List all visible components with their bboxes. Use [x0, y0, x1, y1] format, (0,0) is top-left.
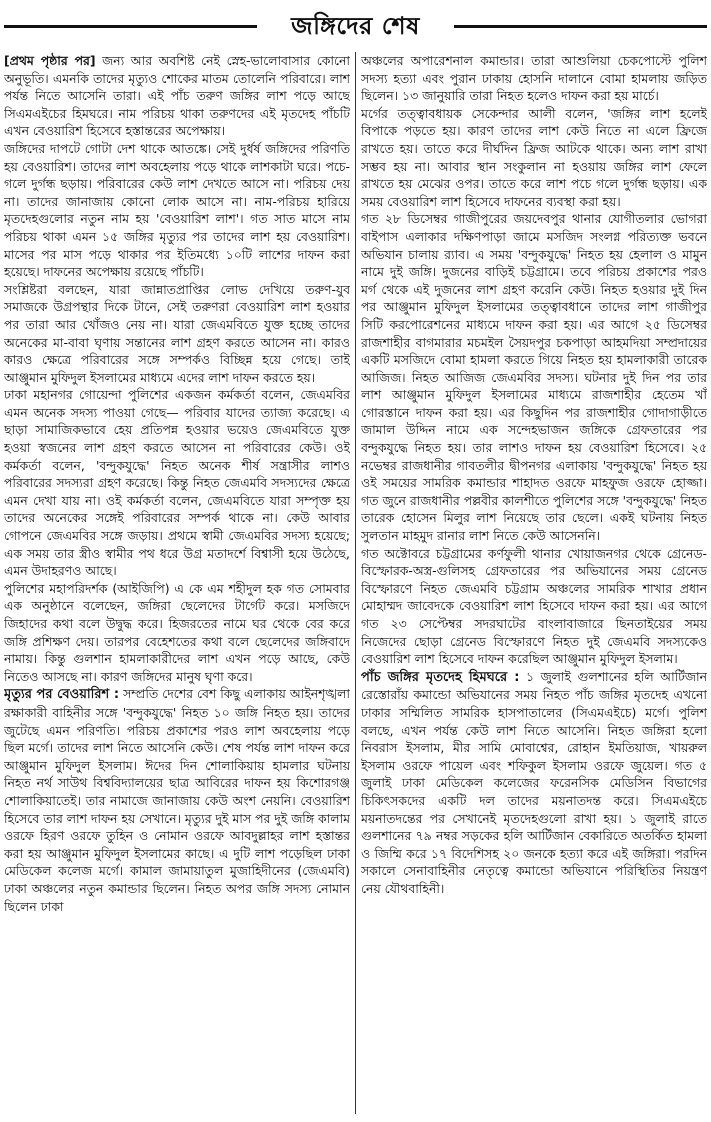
subheading: পাঁচ জঙ্গির মৃতদেহ হিমঘরে :	[361, 669, 520, 685]
paragraph	[361, 668, 707, 898]
paragraph: গত অক্টোবরে চট্টগ্রামের কর্ণফুলী থানার খোয়াজনগর থেকে গ্রেনেড-বিস্ফোরক-অস্ত্র-গুলিসহ গ্রেফতারের পর অভিযানের সময় গ্রেনেড বিস্ফোরণে নিহত জেএমবি চট্টগ্রাম অঞ্চলের সামরিক শাখার প্রধান মোহাম্মদ জাবেদকে বেওয়ারিশ লাশ হিসেবে দাফন করা হয়। এর আগে গত ২৩ সেপ্টেম্বর সদরঘাটের বাংলাবাজারে ছিনতাইয়ের সময় নিজেদের ছোড়া গ্রেনেড বিস্ফোরণে নিহত দুই জেএমবি সদস্যকেও বেওয়ারিশ লাশ হিসেবে দাফন করেছিল আঞ্জুমান মুফিদুল ইসলাম।	[361, 545, 707, 667]
section-header	[4, 8, 707, 44]
continuation-marker: [প্রথম পৃষ্ঠার পর]	[4, 53, 96, 68]
header-rule-right	[454, 25, 707, 28]
paragraph-text: সম্প্রতি দেশের বেশ কিছু এলাকায় আইনশৃঙ্খলা রক্ষাকারী বাহিনীর সঙ্গে 'বন্দুকযুদ্ধে' নিহত ১০ জঙ্গি নিহত হয়। তাদের জুটেছে এমন পরিণতি। পরিচয় প্রকাশের পরও লাশ অবহেলায় পড়ে ছিল মর্গে। তাদের লাশ নিতে আসেনি কেউ। শেষ পর্যন্ত লাশ দাফন করে আঞ্জুমান মুফিদুল ইসলাম। ঈদের দিন শোলাকিয়ায় হামলার ঘটনায় নিহত নর্থ সাউথ বিশ্ববিদ্যালয়ের ছাত্র আবিরের দাফন হয় কিশোরগঞ্জ শোলাকিয়াতেই। তার নামাজে জানাজায় কেউ অংশ নেয়নি। বেওয়ারিশ হিসেবে তার লাশ দাফন হয় সেখানে। মৃত্যুর দুই মাস পর দুই জঙ্গি কালাম ওরফে হিরণ ওরফে তুহিন ও নোমান ওরফে আবদুল্লাহর লাশ হস্তান্তর করা হয় আঞ্জুমান মুফিদুল ইসলামের কাছে। এ দুটি লাশ পড়েছিল ঢাকা মেডিকেল কলেজ মর্গে। কামাল জামায়াতুল মুজাহিদীনের (জেএমবি) ঢাকা অঞ্চলের নতুন কমান্ডার ছিলেন। নিহত অপর জঙ্গি সদস্য নোমান ছিলেন ঢাকা	[4, 686, 350, 914]
column-divider	[355, 52, 356, 1114]
paragraph: অঞ্চলের অপারেশনাল কমান্ডার। তারা আশুলিয়া চেকপোস্টে পুলিশ সদস্য হত্যা এবং পুরান ঢাকায় হোসনি দালানে বোমা হামলায় জড়িত ছিলেন। ১৩ জানুয়ারি তারা নিহত হলেও দাফন করা হয় মার্চে।	[361, 53, 707, 104]
header-rule-left	[4, 25, 257, 28]
paragraph	[4, 52, 350, 140]
article-column-left	[4, 52, 350, 1114]
paragraph-text: ১ জুলাই গুলশানের হলি আর্টিজান রেস্তোরাঁয় কমান্ডো অভিযানের সময় নিহত পাঁচ জঙ্গির মৃতদেহ এখনো ঢাকার সম্মিলিত সামরিক হাসপাতালের (সিএমএইচে) মর্গে। পুলিশ বলছে, এখন পর্যন্ত কেউ লাশ নিতে আসেনি। নিহত জঙ্গিরা হলো নিবরাস ইসলাম, মীর সামি মোবাশ্বের, রোহান ইমতিয়াজ, খায়রুল ইসলাম ওরফে পায়েল এবং শফিকুল ইসলাম ওরফে জুয়েল। গত ৫ জুলাই ঢাকা মেডিকেল কলেজের ফরেনসিক মেডিসিন বিভাগের চিকিৎসকদের একটি দল তাদের ময়নাতদন্ত করে। সিএমএইচে ময়নাতদন্তের পর সেখানেই মৃতদেহগুলো রাখা হয়। ১ জুলাই রাতে গুলশানের ৭৯ নম্বর সড়কের হলি আর্টিজান বেকারিতে অতর্কিত হামলা ও জিম্মি করে ১৭ বিদেশিসহ ২০ জনকে হত্যা করে এই জঙ্গিরা। পরদিন সকালে সেনাবাহিনীর নেতৃত্বে কমান্ডো অভিযানে পরিস্থিতির নিয়ন্ত্রণ নেয় যৌথবাহিনী।	[361, 668, 707, 896]
paragraph: গত ২৮ ডিসেম্বর গাজীপুরের জয়দেবপুর থানার যোগীতলার ভোগরা বাইপাস এলাকার দক্ষিণপাড়া জামে মসজিদ সংলগ্ন পরিত্যক্ত ভবনে অভিযান চালায় র‍্যাব। এ সময় 'বন্দুকযুদ্ধে' নিহত হয় হেলাল ও মামুন নামে দুই জঙ্গি। দুজনের বাড়িই চট্টগ্রামে। তবে পরিচয় প্রকাশের পরও মর্গ থেকে এই দুজনের লাশ গ্রহণ করেনি কেউ। নিহত হওয়ার দুই দিন পর আঞ্জুমান মুফিদুল ইসলামের তত্ত্বাবধানে তাদের লাশ গাজীপুর সিটি করপোরেশনের মাধ্যমে দাফন করা হয়। এর আগে ২৫ ডিসেম্বর রাজশাহীর বাগমারার মচমইল সৈয়দপুর চকপাড়া আহমদিয়া সম্প্রদায়ের একটি মসজিদে বোমা হামলা করতে গিয়ে নিহত হয় হামলাকারী তারেক আজিজ। নিহত আজিজ জেএমবির সদস্য। ঘটনার দুই দিন পর তার লাশ আঞ্জুমান মুফিদুল ইসলামের মাধ্যমে রাজশাহীর হেতেম খাঁ গোরস্তানে দাফন করা হয়। এর কিছুদিন পর রাজশাহীর গোদাগাড়ীতে জামাল উদ্দিন নামে এক সন্দেহভাজন জঙ্গিকে গ্রেফতারের পর বন্দুকযুদ্ধে নিহত হয়। তার লাশও দাফন হয় বেওয়ারিশ হিসেবে। ২৫ নভেম্বর রাজধানীর গাবতলীর দ্বীপনগর এলাকায় 'বন্দুকযুদ্ধে' নিহত হয় ওই সময়ের সামরিক কমান্ডার শাহাদত ওরফে মাহফুজ ওরফে হোজ্জা। গত জুনে রাজধানীর পল্লবীর কালশীতে পুলিশের সঙ্গে 'বন্দুকযুদ্ধে' নিহত তারেক হোসেন মিলুর লাশ নিয়েছে তার ছেলে। একই ঘটনায় নিহত সুলতান মাহমুদ রানার লাশ নিতে কেউ আসেননি।	[361, 211, 707, 544]
section-title: জঙ্গিদের শেষ	[291, 12, 420, 40]
paragraph: সংশ্লিষ্টরা বলছেন, যারা জান্নাতপ্রাপ্তির লোভ দেখিয়ে তরুণ-যুব সমাজকে উগ্রপন্থার দিকে টানে, সেই তরুণরা বেওয়ারিশ লাশ হওয়ার পর তারা আর খোঁজও নেয় না। যারা জেএমবিতে যুক্ত হচ্ছে তাদের অনেকের মা-বাবা ঘৃণায় সন্তানের লাশ গ্রহণ করতে আসেন না। কারও কারও ক্ষেত্রে পরিবারের সঙ্গে সম্পর্কও বিচ্ছিন্ন হয়ে গেছে। তাই আঞ্জুমান মুফিদুল ইসলামের মাধ্যমে এদের লাশ দাফন করতে হয়।	[4, 281, 350, 385]
paragraph: পুলিশের মহাপরিদর্শক (আইজিপি) এ কে এম শহীদুল হক গত সোমবার এক অনুষ্ঠানে বলেছেন, জঙ্গিরা ছেলেদের টার্গেট করে। মসজিদে জিহাদের কথা বলে উদ্বুদ্ধ করে। হিজরতের নামে ঘর থেকে বের করে জঙ্গি প্রশিক্ষণ দেয়। তারপর বেহেশতের কথা বলে ছেলেদের জঙ্গিবাদে নামায়। কিন্তু গুলশান হামলাকারীদের লাশ এখন পড়ে আছে, কেউ নিতেও আসছে না। কারণ জঙ্গিদের মানুষ ঘৃণা করে।	[4, 580, 350, 684]
paragraph-text: জন্য আর অবশিষ্ট নেই স্নেহ-ভালোবাসার কোনো অনুভূতি। এমনকি তাদের মৃত্যুও শোকের মাতম তোলেনি পরিবারে। লাশ পর্যন্ত নিতে আসেনি তারা। এই পাঁচ তরুণ জঙ্গির লাশ পড়ে আছে সিএমএইচের হিমঘরে। নাম পরিচয় থাকা তরুণদের এই মৃতদেহ পাঁচটি এখন বেওয়ারিশ হিসেবে হস্তান্তরের অপেক্ষায়।	[4, 53, 350, 139]
subheading: মৃত্যুর পর বেওয়ারিশ :	[4, 687, 120, 703]
paragraph: মর্গের তত্ত্বাবধায়ক সেকেন্দার আলী বলেন, 'জঙ্গির লাশ হলেই বিপাকে পড়তে হয়। কারণ তাদের লাশ কেউ নিতে না এলে ফ্রিজে রাখতে হয়। তাতে করে দীর্ঘদিন ফ্রিজ আটকে থাকে। অন্য লাশ রাখা সম্ভব হয় না। আবার স্থান সংকুলান না হওয়ায় জঙ্গির লাশ ফেলে রাখতে হয় মেঝের ওপর। তাতে করে লাশ পচে গলে দুর্গন্ধ ছড়ায়। এক সময় বেওয়ারিশ লাশ হিসেবে দাফনের ব্যবস্থা করা হয়।	[361, 105, 707, 209]
newspaper-page	[4, 0, 707, 1122]
paragraph: ঢাকা মহানগর গোয়েন্দা পুলিশের একজন কর্মকর্তা বলেন, জেএমবির এমন অনেক সদস্য পাওয়া গেছে— পরিবার যাদের ত্যাজ্য করেছে। এ ছাড়া সামাজিকভাবে হেয় প্রতিপন্ন হওয়ার ভয়েও জেএমবিতে যুক্ত হওয়া স্বজনের লাশ গ্রহণ করতে আসেন না পরিবারের কেউ। ওই কর্মকর্তা বলেন, 'বন্দুকযুদ্ধে' নিহত অনেক শীর্ষ সন্ত্রাসীর লাশও পরিবারের সদস্যরা গ্রহণ করেছে। কিন্তু নিহত জেএমবি সদস্যদের ক্ষেত্রে এমন দেখা যায় না। ওই কর্মকর্তা বলেন, জেএমবিতে যারা সম্পৃক্ত হয় তাদের অনেকের সঙ্গেই পরিবারের সম্পর্ক থাকে না। কেউ আবার গোপনে জেএমবির সঙ্গে জড়ায়। প্রথমে স্বামী জেএমবির সদস্য হয়েছে; এক সময় তার স্ত্রীও স্বামীর পথ ধরে উগ্র মতাদর্শে বিশ্বাসী হয়ে উঠেছে, এমন উদাহরণও আছে।	[4, 387, 350, 579]
paragraph: জঙ্গিদের দাপটে গোটা দেশ থাকে আতঙ্কে। সেই দুর্ধর্ষ জঙ্গিদের পরিণতি হয় বেওয়ারিশ। তাদের লাশ অবহেলায় পড়ে থাকে লাশকাটা ঘরে। পচে-গলে দুর্গন্ধ ছড়ায়। পরিবারের কেউ লাশ দেখতে আসে না। পরিচয় দেয় না। তাদের জানাজায় কোনো লোক আসে না। নাম-পরিচয় হারিয়ে মৃতদেহগুলোর নতুন নাম হয় 'বেওয়ারিশ লাশ'। গত সাত মাসে নাম পরিচয় থাকা এমন ১৫ জঙ্গির মৃত্যুর পর তাদের লাশ হয় বেওয়ারিশ। মাসের পর মাস পড়ে থাকার পর ইতিমধ্যে ১০টি লাশের দাফন করা হয়েছে। দাফনের অপেক্ষায় রয়েছে পাঁচটি।	[4, 140, 350, 280]
paragraph	[4, 685, 350, 915]
article-column-right	[361, 52, 707, 1114]
